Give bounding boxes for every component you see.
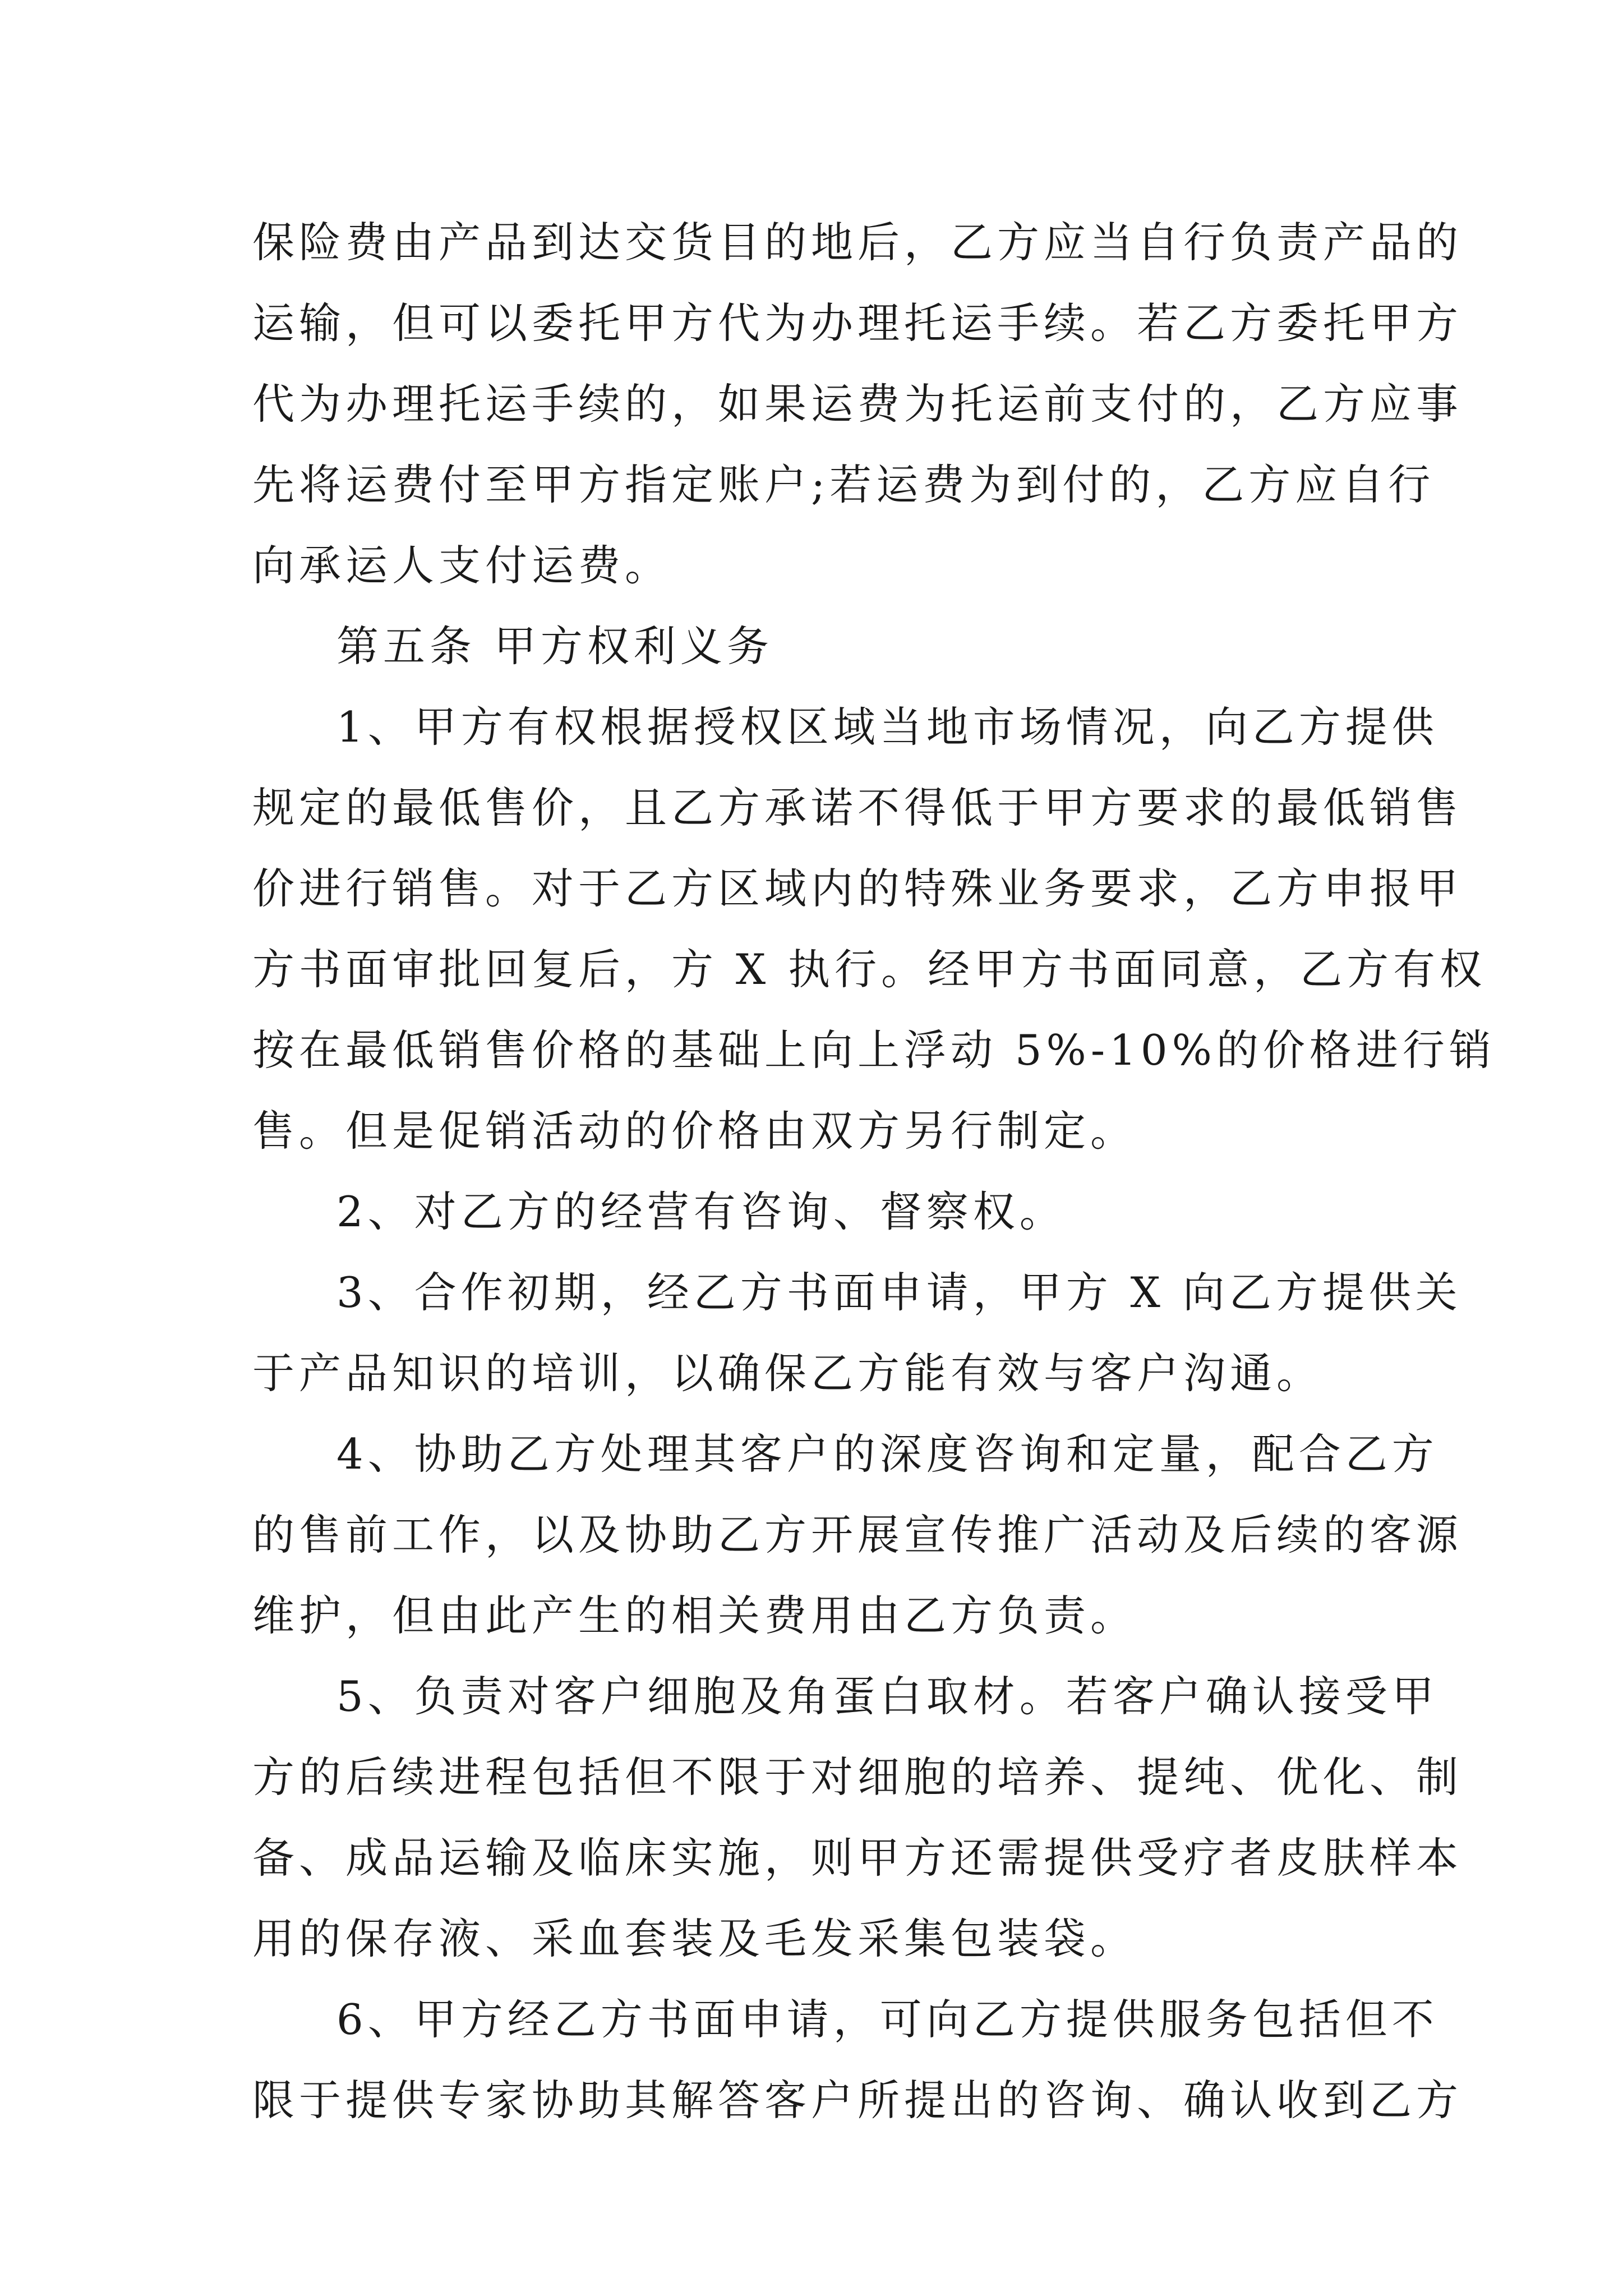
text-line: 规定的最低售价，且乙方承诺不得低于甲方要求的最低销售 <box>252 783 1463 832</box>
text-line: 售。但是促销活动的价格由双方另行制定。 <box>252 1106 1137 1156</box>
text-line: 6、甲方经乙方书面申请，可向乙方提供服务包括但不 <box>336 1995 1438 2044</box>
text-line: 备、成品运输及临床实施，则甲方还需提供受疗者皮肤样本 <box>252 1833 1463 1883</box>
text-line: 1、甲方有权根据授权区域当地市场情况，向乙方提供 <box>336 702 1438 752</box>
text-line: 运输，但可以委托甲方代为办理托运手续。若乙方委托甲方 <box>252 298 1463 348</box>
text-line: 用的保存液、采血套装及毛发采集包装袋。 <box>252 1914 1137 1963</box>
text-line: 2、对乙方的经营有咨询、督察权。 <box>336 1187 1066 1236</box>
text-line: 限于提供专家协助其解答客户所提出的咨询、确认收到乙方 <box>252 2076 1463 2125</box>
text-line: 维护，但由此产生的相关费用由乙方负责。 <box>252 1591 1137 1640</box>
text-line: 3、合作初期，经乙方书面申请，甲方 X 向乙方提供关 <box>336 1268 1462 1317</box>
text-line: 先将运费付至甲方指定账户;若运费为到付的，乙方应自行 <box>252 460 1435 509</box>
text-line: 代为办理托运手续的，如果运费为托运前支付的，乙方应事 <box>252 379 1463 429</box>
text-line: 于产品知识的培训，以确保乙方能有效与客户沟通。 <box>252 1349 1324 1398</box>
text-line: 4、协助乙方处理其客户的深度咨询和定量，配合乙方 <box>336 1429 1438 1479</box>
section-heading: 第五条 甲方权利义务 <box>336 622 773 671</box>
text-line: 方的后续进程包括但不限于对细胞的培养、提纯、优化、制 <box>252 1752 1463 1802</box>
text-line: 方书面审批回复后，方 X 执行。经甲方书面同意，乙方有权 <box>252 945 1487 994</box>
text-line: 按在最低销售价格的基础上向上浮动 5%-10%的价格进行销 <box>252 1025 1496 1075</box>
text-line: 5、负责对客户细胞及角蛋白取材。若客户确认接受甲 <box>336 1672 1438 1721</box>
text-line: 向承运人支付运费。 <box>252 541 672 590</box>
text-line: 价进行销售。对于乙方区域内的特殊业务要求，乙方申报甲 <box>252 864 1463 913</box>
contract-text-body <box>252 202 1496 2141</box>
text-line: 保险费由产品到达交货目的地后，乙方应当自行负责产品的 <box>252 218 1463 267</box>
text-line: 的售前工作，以及协助乙方开展宣传推广活动及后续的客源 <box>252 1510 1463 1559</box>
